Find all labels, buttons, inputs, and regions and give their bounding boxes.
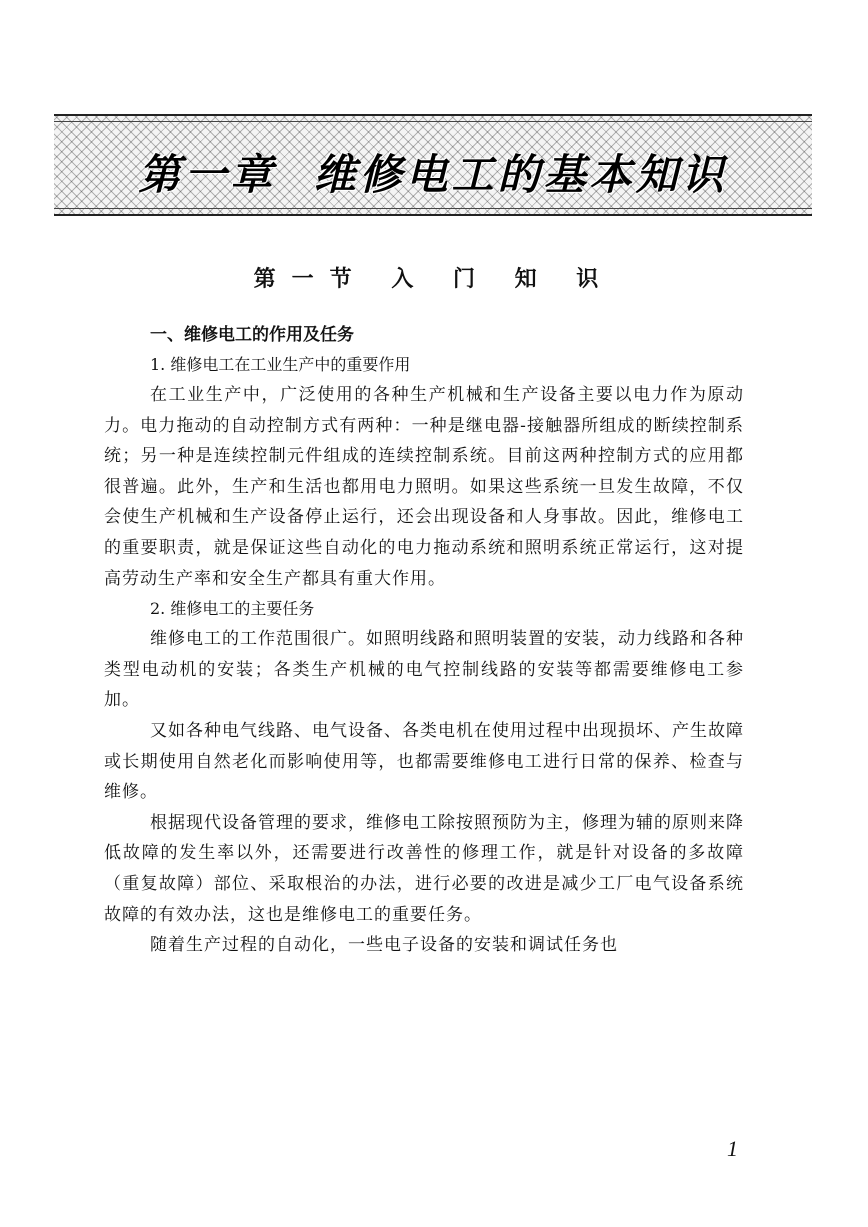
paragraph-4: 根据现代设备管理的要求，维修电工除按照预防为主，修理为辅的原则来降低故障的发生率以外，还需要进行改善性的修理工作，就是针对设备的多故障（重复故障）部位、采取根治的办法，进行必要的改进是减少工厂电气设备系统故障的有效办法，这也是维修电工的重要任务。 bbox=[104, 812, 744, 925]
paragraph-5: 随着生产过程的自动化，一些电子设备的安装和调试任务也 bbox=[150, 935, 618, 956]
subheading-importance: 1. 维修电工在工业生产中的重要作用 bbox=[150, 355, 411, 374]
section-title: 第一节 入 门 知 识 bbox=[253, 266, 615, 292]
page-number: 1 bbox=[727, 1136, 738, 1161]
chapter-title: 第一章 维修电工的基本知识 bbox=[138, 150, 728, 199]
paragraph-2: 维修电工的工作范围很广。如照明线路和照明装置的安装，动力线路和各种类型电动机的安装；各类生产机械的电气控制线路的安装等都需要维修电工参加。 bbox=[104, 629, 744, 711]
subheading-main-tasks: 2. 维修电工的主要任务 bbox=[150, 599, 315, 619]
chapter-banner bbox=[54, 114, 812, 216]
paragraph-3: 又如各种电气线路、电气设备、各类电机在使用过程中出现损坏、产生故障或长期使用自然老化而影响使用等，也都需要维修电工进行日常的保养、检查与维修。 bbox=[104, 720, 744, 803]
body-text bbox=[104, 320, 744, 961]
heading-role-and-tasks: 一、维修电工的作用及任务 bbox=[150, 325, 354, 345]
paragraph-1: 在工业生产中，广泛使用的各种生产机械和生产设备主要以电力作为原动力。电力拖动的自动控制方式有两种：一种是继电器-接触器所组成的断续控制系统；另一种是连续控制元件组成的连续控制系统。目前这两种控制方式的应用都很普遍。此外，生产和生活也都用电力照明。如果这些系统一旦发生故障，不仅会使生产机械和生产设备停止运行，还会出现设备和人身事故。因此，维修电工的重要职责，就是保证这些自动化的电力拖动系统和照明系统正常运行，这对提高劳动生产率和安全生产都具有重大作用。 bbox=[104, 385, 744, 589]
